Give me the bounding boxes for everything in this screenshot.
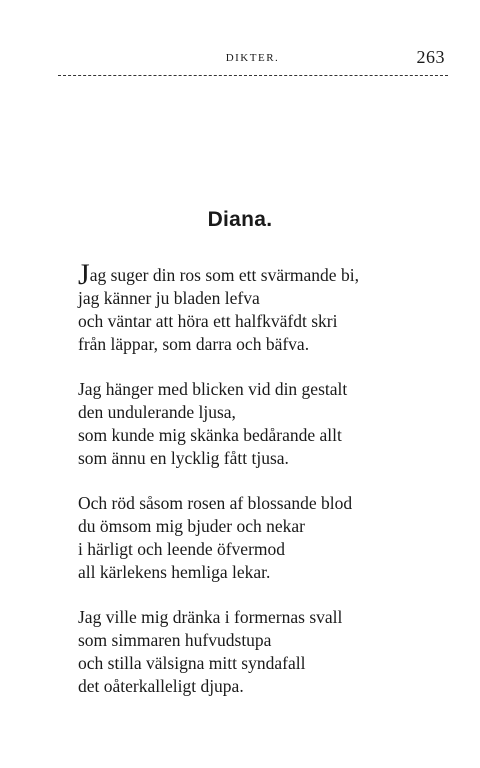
poem-line: som simmaren hufvudstupa <box>78 630 272 650</box>
stanza-3 <box>78 492 448 584</box>
poem-line: all kärlekens hemliga lekar. <box>78 562 271 582</box>
poem-line: Jag ville mig dränka i formernas svall <box>78 607 343 627</box>
poem-body <box>78 258 448 720</box>
header-rule <box>58 75 448 76</box>
poem-line-first <box>78 258 448 291</box>
page-number: 263 <box>416 47 445 67</box>
poem-line: och väntar att höra ett halfkväfdt skri <box>78 311 338 331</box>
running-title: DIKTER. <box>225 52 280 64</box>
poem-line: Och röd såsom rosen af blossande blod <box>78 493 353 513</box>
poem-line: från läppar, som darra och bäfva. <box>78 334 310 354</box>
stanza-4 <box>78 606 448 698</box>
stanza-1 <box>78 258 448 356</box>
poem-line: den undulerande ljusa, <box>78 402 236 422</box>
stanza-2 <box>78 378 448 470</box>
poem-line: jag känner ju bladen lefva <box>78 288 260 308</box>
poem-line: det oåterkalleligt djupa. <box>78 676 244 696</box>
poem-line: som ännu en lycklig fått tjusa. <box>78 448 289 468</box>
poem-title: Diana. <box>207 208 273 231</box>
drop-cap: J <box>78 258 90 291</box>
poem-line: du ömsom mig bjuder och nekar <box>78 516 305 536</box>
poem-line: Jag hänger med blicken vid din gestalt <box>78 379 348 399</box>
poem-line: som kunde mig skänka bedårande allt <box>78 425 342 445</box>
poem-line: i härligt och leende öfvermod <box>78 539 286 559</box>
first-line-text: ag suger din ros som ett svärmande bi, <box>89 265 359 285</box>
running-head <box>60 47 445 72</box>
poem-line: och stilla välsigna mitt syndafall <box>78 653 306 673</box>
